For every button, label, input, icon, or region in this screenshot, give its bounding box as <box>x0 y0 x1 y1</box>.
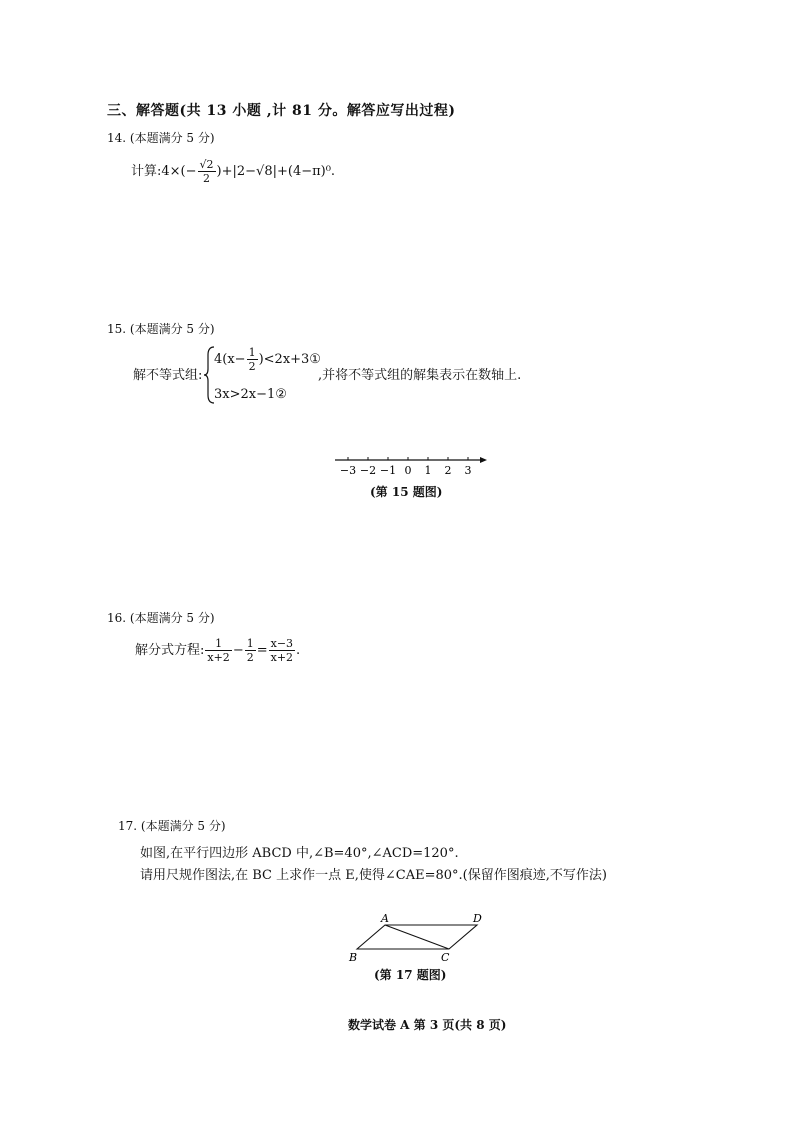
q17-parallelogram-figure <box>345 910 495 966</box>
q14-rest: )+|2−√8|+(4−π)⁰. <box>216 164 336 179</box>
number-line-tick-label: −1 <box>379 464 397 477</box>
q16-f3-den: x+2 <box>270 651 294 664</box>
q15-inequality-1 <box>214 346 321 373</box>
q14-expression <box>131 158 335 185</box>
q16-minus: − <box>232 643 244 658</box>
q15-number-line <box>330 452 490 482</box>
q16-fraction-2 <box>245 637 256 664</box>
q16-fraction-3 <box>269 637 295 664</box>
q15-inequality-2: 3x>2x−1② <box>214 387 287 402</box>
q14-fraction <box>198 158 216 185</box>
q17-line-2: 请用尺规作图法,在 BC 上求作一点 E,使得∠CAE=80°.(保留作图痕迹,不写作法) <box>140 868 607 883</box>
q15-prefix: 解不等式组: <box>133 368 203 383</box>
page-footer: 数学试卷 A 第 3 页(共 8 页) <box>348 1018 507 1032</box>
q15-ineq1-num: 1 <box>248 346 256 359</box>
q16-header: 16. (本题满分 5 分) <box>107 611 215 625</box>
q16-prefix: 解分式方程: <box>135 643 205 658</box>
number-line-tick-label: −2 <box>359 464 377 477</box>
q16-fraction-1 <box>205 637 231 664</box>
label-d: D <box>473 912 482 925</box>
q15-ineq1-b: )<2x+3① <box>258 352 321 367</box>
q15-caption: (第 15 题图) <box>370 485 443 499</box>
q17-line-1: 如图,在平行四边形 ABCD 中,∠B=40°,∠ACD=120°. <box>140 846 459 861</box>
q17-caption: (第 17 题图) <box>374 968 447 982</box>
diagonal-ac <box>385 925 449 949</box>
q17-header: 17. (本题满分 5 分) <box>118 819 226 833</box>
number-line-tick-label: 3 <box>464 464 472 477</box>
q16-f3-num: x−3 <box>270 637 294 650</box>
q16-f1-den: x+2 <box>207 651 230 664</box>
number-line-tick-label: −3 <box>339 464 357 477</box>
q16-f2-num: 1 <box>246 637 254 650</box>
q16-end: . <box>296 643 301 658</box>
q14-frac-num: √2 <box>199 158 214 171</box>
q15-ineq1-den: 2 <box>248 360 256 373</box>
q16-f1-num: 1 <box>205 637 231 651</box>
label-b: B <box>349 951 358 964</box>
q14-header: 14. (本题满分 5 分) <box>107 131 215 145</box>
q15-header: 15. (本题满分 5 分) <box>107 322 215 336</box>
q16-equals: = <box>256 643 268 658</box>
number-line-tick-label: 1 <box>424 464 432 477</box>
q14-frac-den: 2 <box>203 172 211 185</box>
section-title: 三、解答题(共 13 小题 ,计 81 分。解答应写出过程) <box>107 103 456 119</box>
q16-equation <box>135 637 300 664</box>
number-line-tick-label: 0 <box>404 464 412 477</box>
q15-ineq1-fraction <box>247 346 258 373</box>
number-line-arrow <box>480 457 487 463</box>
label-c: C <box>441 951 450 964</box>
q14-prefix: 计算:4×(− <box>131 164 197 179</box>
number-line-tick-label: 2 <box>444 464 452 477</box>
q16-f2-den: 2 <box>246 651 254 664</box>
q15-suffix: ,并将不等式组的解集表示在数轴上. <box>318 368 522 383</box>
label-a: A <box>381 912 389 925</box>
q15-ineq1-a: 4(x− <box>214 352 246 367</box>
